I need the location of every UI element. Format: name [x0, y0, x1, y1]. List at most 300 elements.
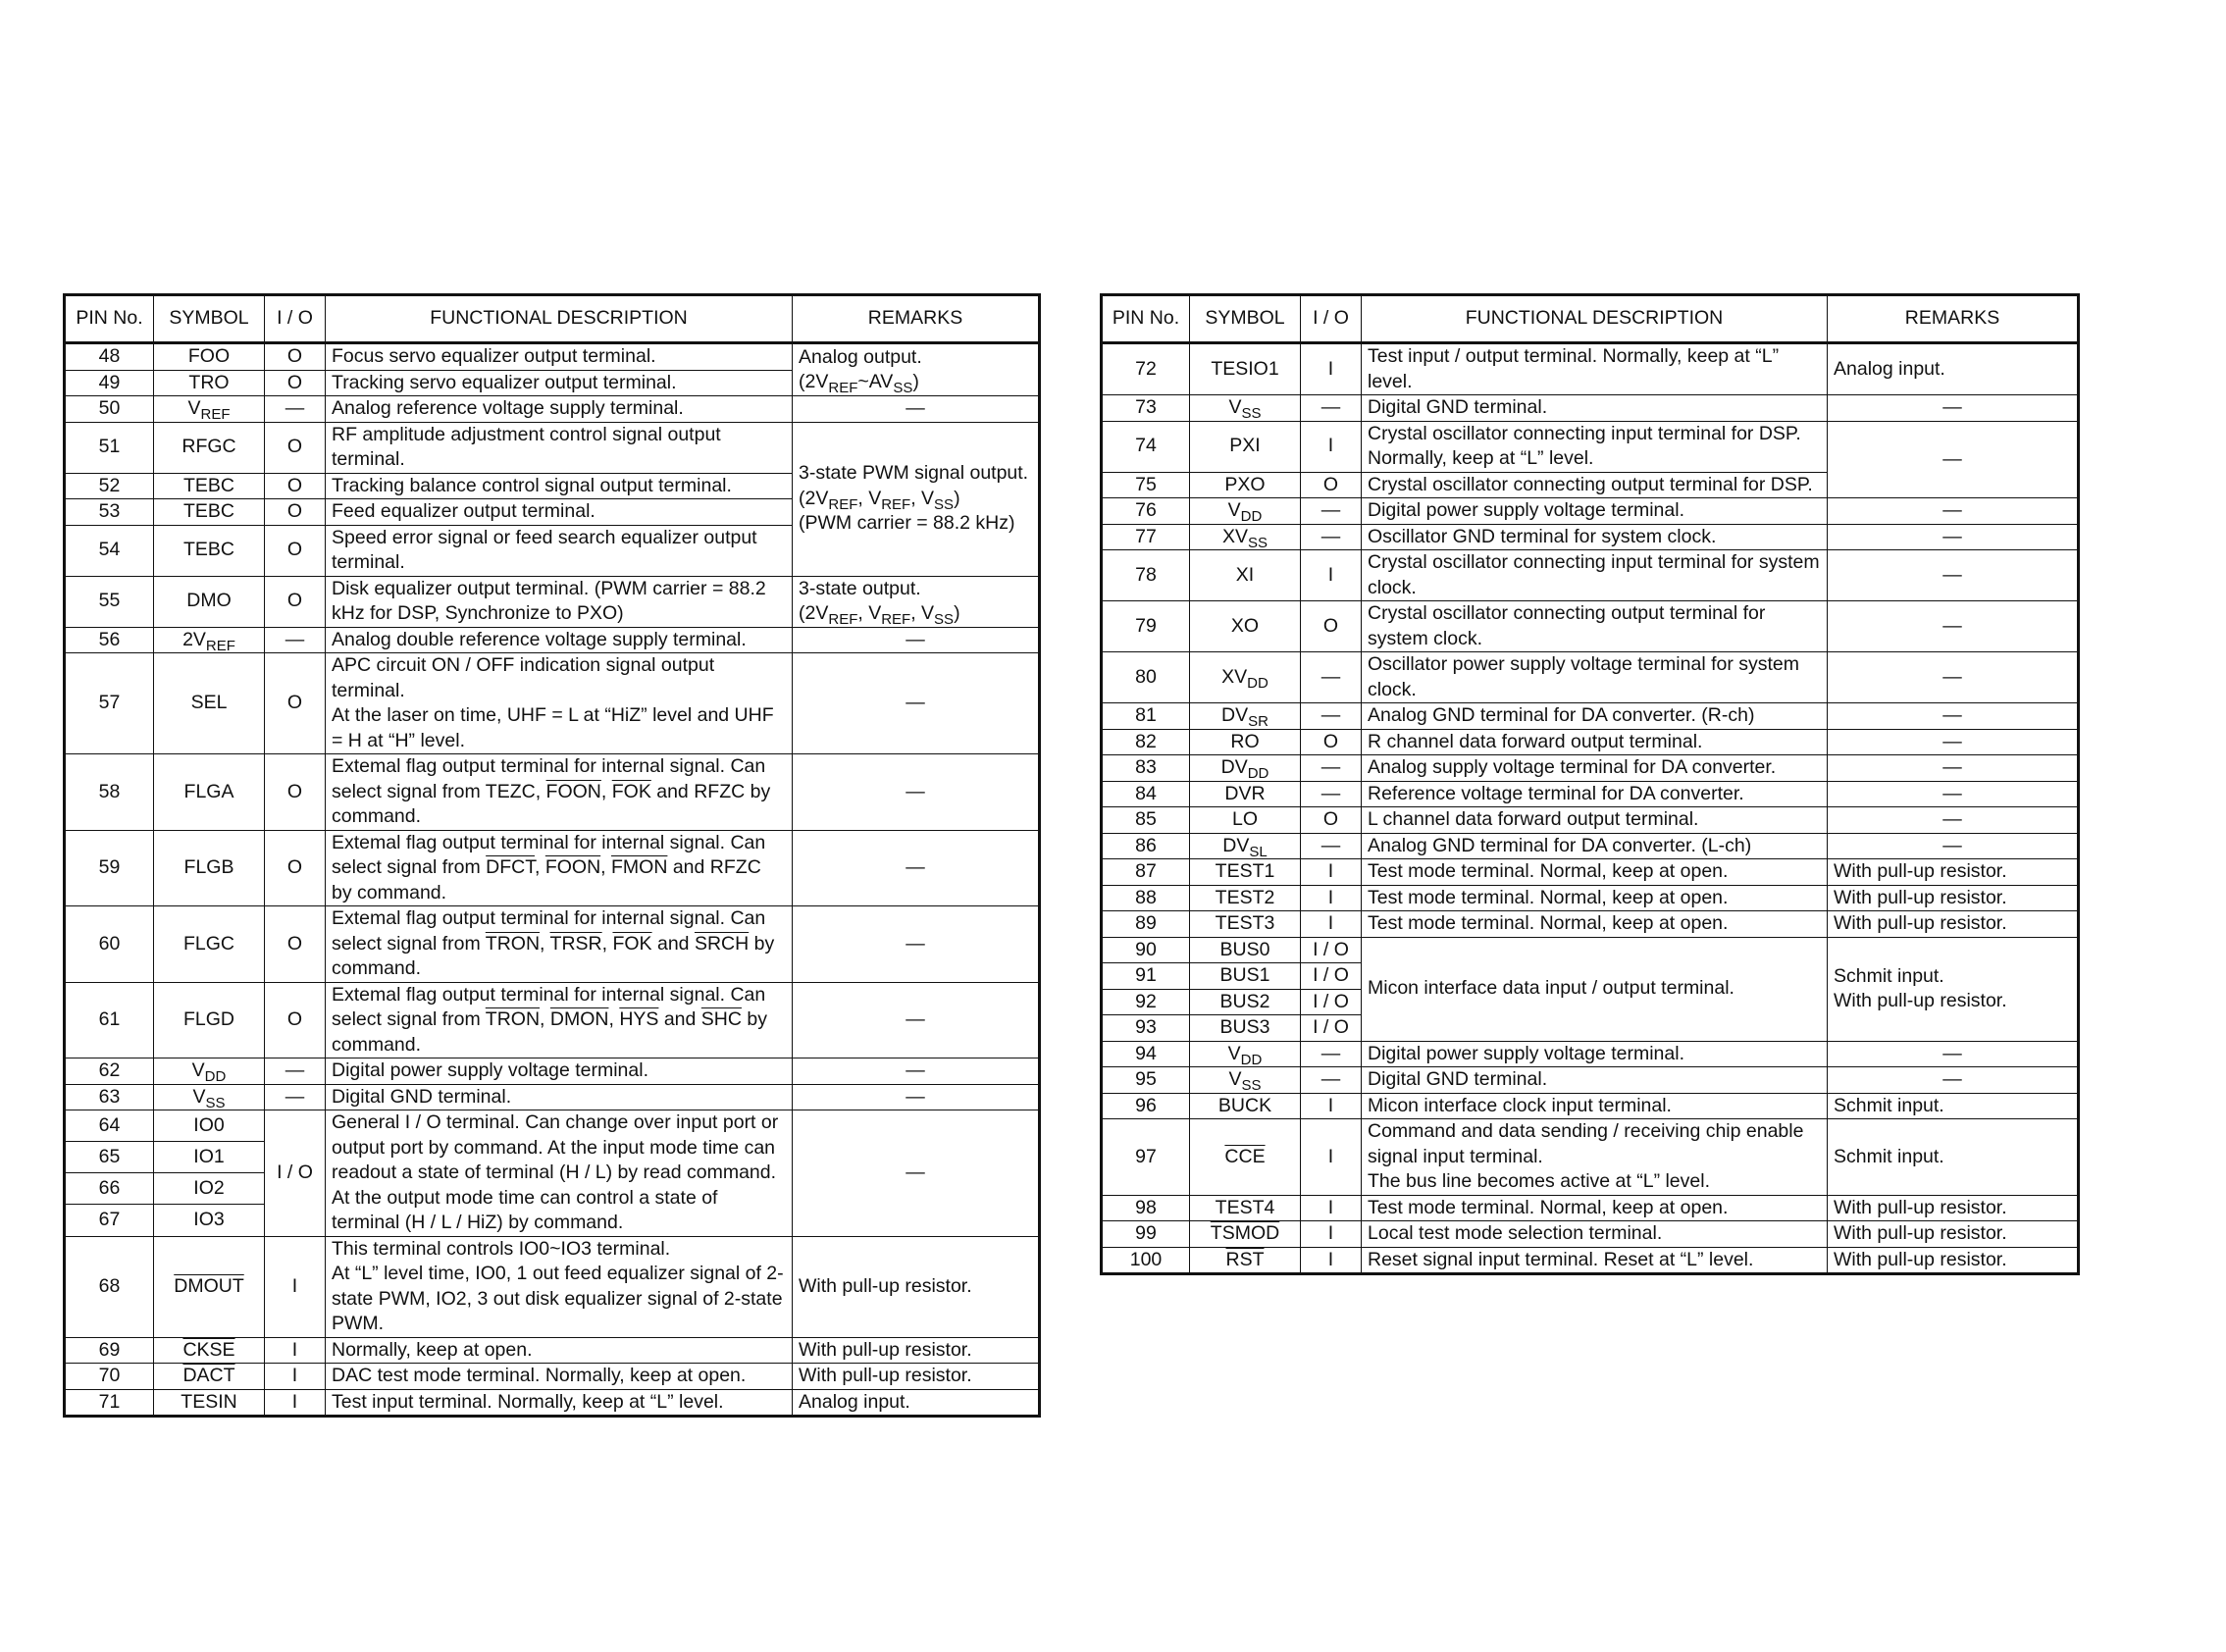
io-cell: I [265, 1389, 326, 1417]
description-cell: Feed equalizer output terminal. [326, 499, 793, 526]
table-row [65, 396, 1040, 423]
description-cell: Crystal oscillator connecting input terminal for system clock. [1362, 550, 1828, 601]
io-cell: I / O [1301, 989, 1362, 1015]
pin-number-cell: 53 [65, 499, 154, 526]
pin-number-cell: 77 [1102, 524, 1190, 550]
symbol-cell: DMOUT [154, 1236, 265, 1337]
io-cell: I [1301, 550, 1362, 601]
description-cell: Extemal flag output terminal for internal signal. Can select signal from TRON, TRSR, $\overline{FOK}$ and SRCH by command. [326, 906, 793, 983]
pin-number-cell: 70 [65, 1364, 154, 1390]
remarks-cell: 3-state PWM signal output. ($2V_{REF}$, $V_{REF}$, $V_{SS}$) (PWM carrier = 88.2 kHz) [793, 422, 1040, 576]
io-cell: O [1301, 807, 1362, 834]
remarks-cell: — [793, 754, 1040, 831]
remarks-cell: — [1828, 729, 2079, 755]
symbol-cell: DACT [154, 1364, 265, 1390]
io-cell: — [1301, 1041, 1362, 1067]
symbol-cell: XO [1190, 601, 1301, 652]
table-row [1102, 421, 2079, 472]
pin-number-cell: 61 [65, 982, 154, 1058]
io-cell: O [1301, 601, 1362, 652]
io-cell: O [265, 982, 326, 1058]
io-cell: I / O [1301, 937, 1362, 963]
description-cell: R channel data forward output terminal. [1362, 729, 1828, 755]
pin-number-cell: 52 [65, 473, 154, 499]
symbol-cell: PXI [1190, 421, 1301, 472]
pin-number-cell: 72 [1102, 343, 1190, 395]
header-remarks: REMARKS [793, 295, 1040, 343]
symbol-cell: $V_{DD}$ [1190, 1041, 1301, 1067]
pin-number-cell: 94 [1102, 1041, 1190, 1067]
table-row [65, 1389, 1040, 1417]
pin-number-cell: 57 [65, 653, 154, 754]
pin-number-cell: 95 [1102, 1067, 1190, 1094]
io-cell: I / O [265, 1110, 326, 1237]
symbol-cell: $V_{REF}$ [154, 396, 265, 423]
pin-number-cell: 93 [1102, 1015, 1190, 1042]
description-cell: Micon interface clock input terminal. [1362, 1093, 1828, 1119]
symbol-cell: BUS2 [1190, 989, 1301, 1015]
table-header [1102, 295, 2079, 343]
table-row [1102, 652, 2079, 703]
pin-number-cell: 100 [1102, 1247, 1190, 1274]
symbol-cell: TEBC [154, 499, 265, 526]
remarks-cell: Schmit input. [1828, 1093, 2079, 1119]
header-symbol: SYMBOL [1190, 295, 1301, 343]
description-cell: Digital GND terminal. [1362, 1067, 1828, 1094]
io-cell: O [265, 343, 326, 371]
header-functional-description: FUNCTIONAL DESCRIPTION [326, 295, 793, 343]
symbol-cell: BUS1 [1190, 963, 1301, 990]
pin-number-cell: 67 [65, 1205, 154, 1236]
symbol-cell: $DV_{DD}$ [1190, 755, 1301, 782]
symbol-cell: $V_{SS}$ [1190, 395, 1301, 422]
remarks-cell: — [793, 1058, 1040, 1085]
remarks-cell: — [793, 1084, 1040, 1110]
io-cell: O [265, 830, 326, 906]
description-cell: Disk equalizer output terminal. (PWM carrier = 88.2 kHz for DSP, Synchronize to PXO) [326, 576, 793, 627]
io-cell: — [265, 396, 326, 423]
table-row [65, 576, 1040, 627]
pin-number-cell: 56 [65, 627, 154, 653]
description-cell: RF amplitude adjustment control signal output terminal. [326, 422, 793, 473]
pin-number-cell: 74 [1102, 421, 1190, 472]
description-cell: General I / O terminal. Can change over input port or output port by command. At the input mode time can readout a state of terminal (H / L) by read command. At the output mode time can control a state of terminal (H / L / HiZ) by command. [326, 1110, 793, 1237]
symbol-cell: FLGB [154, 830, 265, 906]
header-io: I / O [265, 295, 326, 343]
pin-number-cell: 82 [1102, 729, 1190, 755]
description-cell: Digital GND terminal. [326, 1084, 793, 1110]
io-cell: O [265, 370, 326, 396]
io-cell: I [265, 1236, 326, 1337]
remarks-cell: — [1828, 601, 2079, 652]
io-cell: — [265, 1058, 326, 1085]
description-cell: Crystal oscillator connecting output terminal for system clock. [1362, 601, 1828, 652]
remarks-cell: With pull-up resistor. [1828, 1195, 2079, 1221]
io-cell: — [1301, 498, 1362, 525]
table-row [1102, 937, 2079, 963]
io-cell: O [265, 754, 326, 831]
pin-number-cell: 99 [1102, 1221, 1190, 1248]
symbol-cell: RO [1190, 729, 1301, 755]
symbol-cell: PXO [1190, 472, 1301, 498]
io-cell: — [1301, 755, 1362, 782]
description-cell: Test input terminal. Normally, keep at “L” level. [326, 1389, 793, 1417]
description-cell: Test input / output terminal. Normally, keep at “L” level. [1362, 343, 1828, 395]
header-remarks: REMARKS [1828, 295, 2079, 343]
table-row [65, 830, 1040, 906]
io-cell: I / O [1301, 1015, 1362, 1042]
pin-number-cell: 62 [65, 1058, 154, 1085]
io-cell: — [1301, 652, 1362, 703]
symbol-cell: $V_{SS}$ [154, 1084, 265, 1110]
pin-number-cell: 48 [65, 343, 154, 371]
table-row [1102, 1067, 2079, 1094]
description-cell: Extemal flag output terminal for internal signal. Can select signal from DFCT, FOON, FMON and RFZC by command. [326, 830, 793, 906]
symbol-cell: TESIO1 [1190, 343, 1301, 395]
symbol-cell: TSMOD [1190, 1221, 1301, 1248]
pin-number-cell: 86 [1102, 833, 1190, 859]
description-cell: Speed error signal or feed search equalizer output terminal. [326, 525, 793, 576]
table-row [65, 422, 1040, 473]
pin-number-cell: 63 [65, 1084, 154, 1110]
description-cell: Reset signal input terminal. Reset at “L” level. [1362, 1247, 1828, 1274]
symbol-cell: $V_{DD}$ [154, 1058, 265, 1085]
io-cell: — [1301, 833, 1362, 859]
pin-number-cell: 98 [1102, 1195, 1190, 1221]
io-cell: I [1301, 1119, 1362, 1196]
symbol-cell: IO1 [154, 1142, 265, 1173]
description-cell: Oscillator GND terminal for system clock. [1362, 524, 1828, 550]
description-cell: This terminal controls IO0~IO3 terminal. At “L” level time, IO0, 1 out feed equalizer signal of 2-state PWM, IO2, 3 out disk equalizer signal of 2-state PWM. [326, 1236, 793, 1337]
remarks-cell: — [793, 906, 1040, 983]
symbol-cell: BUS3 [1190, 1015, 1301, 1042]
symbol-cell: TEST1 [1190, 859, 1301, 886]
table-row [1102, 1093, 2079, 1119]
io-cell: I / O [1301, 963, 1362, 990]
table-row [1102, 1221, 2079, 1248]
remarks-cell: — [1828, 550, 2079, 601]
io-cell: O [265, 422, 326, 473]
description-cell: Test mode terminal. Normal, keep at open. [1362, 885, 1828, 911]
table-row [1102, 524, 2079, 550]
io-cell: O [265, 906, 326, 983]
io-cell: I [1301, 421, 1362, 472]
symbol-cell: IO0 [154, 1110, 265, 1142]
symbol-cell: $V_{SS}$ [1190, 1067, 1301, 1094]
io-cell: — [1301, 524, 1362, 550]
table-row [65, 1364, 1040, 1390]
symbol-cell: DVR [1190, 781, 1301, 807]
pin-number-cell: 66 [65, 1173, 154, 1205]
table-row [1102, 807, 2079, 834]
pin-number-cell: 83 [1102, 755, 1190, 782]
io-cell: — [265, 1084, 326, 1110]
io-cell: O [265, 473, 326, 499]
header-pin-no: PIN No. [1102, 295, 1190, 343]
symbol-cell: TEST3 [1190, 911, 1301, 938]
io-cell: O [265, 576, 326, 627]
pin-number-cell: 85 [1102, 807, 1190, 834]
symbol-cell: TEST4 [1190, 1195, 1301, 1221]
description-cell: Tracking balance control signal output terminal. [326, 473, 793, 499]
symbol-cell: IO2 [154, 1173, 265, 1205]
symbol-cell: FLGC [154, 906, 265, 983]
table-row [1102, 601, 2079, 652]
remarks-cell: Schmit input. With pull-up resistor. [1828, 937, 2079, 1041]
remarks-cell: — [1828, 524, 2079, 550]
symbol-cell: LO [1190, 807, 1301, 834]
remarks-cell: — [1828, 755, 2079, 782]
remarks-cell: With pull-up resistor. [1828, 885, 2079, 911]
table-row [65, 627, 1040, 653]
remarks-cell: — [1828, 421, 2079, 498]
io-cell: I [265, 1364, 326, 1390]
symbol-cell: TRO [154, 370, 265, 396]
pin-number-cell: 91 [1102, 963, 1190, 990]
symbol-cell: BUS0 [1190, 937, 1301, 963]
symbol-cell: $V_{DD}$ [1190, 498, 1301, 525]
description-cell: Analog GND terminal for DA converter. (L-ch) [1362, 833, 1828, 859]
symbol-cell: FLGA [154, 754, 265, 831]
remarks-cell: With pull-up resistor. [1828, 859, 2079, 886]
remarks-cell: With pull-up resistor. [793, 1236, 1040, 1337]
pin-number-cell: 54 [65, 525, 154, 576]
table-row [1102, 343, 2079, 395]
pin-number-cell: 59 [65, 830, 154, 906]
table-row [1102, 703, 2079, 730]
remarks-cell: With pull-up resistor. [793, 1337, 1040, 1364]
symbol-cell: $\overline{CCE}$ [1190, 1119, 1301, 1196]
table-row [1102, 395, 2079, 422]
pin-number-cell: 80 [1102, 652, 1190, 703]
pin-number-cell: 75 [1102, 472, 1190, 498]
header-symbol: SYMBOL [154, 295, 265, 343]
pin-number-cell: 89 [1102, 911, 1190, 938]
io-cell: — [1301, 1067, 1362, 1094]
pin-number-cell: 88 [1102, 885, 1190, 911]
symbol-cell: TEBC [154, 473, 265, 499]
pin-number-cell: 64 [65, 1110, 154, 1142]
remarks-cell: — [1828, 833, 2079, 859]
remarks-cell: — [1828, 1067, 2079, 1094]
remarks-cell: With pull-up resistor. [793, 1364, 1040, 1390]
io-cell: O [265, 653, 326, 754]
table-row [65, 653, 1040, 754]
table-row [1102, 1247, 2079, 1274]
io-cell: I [265, 1337, 326, 1364]
description-cell: Test mode terminal. Normal, keep at open. [1362, 911, 1828, 938]
io-cell: — [265, 627, 326, 653]
symbol-cell: IO3 [154, 1205, 265, 1236]
io-cell: — [1301, 781, 1362, 807]
table-row [1102, 1041, 2079, 1067]
remarks-cell: — [1828, 807, 2079, 834]
remarks-cell: — [793, 830, 1040, 906]
symbol-cell: DMO [154, 576, 265, 627]
table-row [1102, 755, 2079, 782]
io-cell: I [1301, 1093, 1362, 1119]
table-row [65, 1058, 1040, 1085]
table-row [1102, 859, 2079, 886]
io-cell: I [1301, 885, 1362, 911]
pin-number-cell: 49 [65, 370, 154, 396]
description-cell: Digital GND terminal. [1362, 395, 1828, 422]
remarks-cell: — [1828, 1041, 2079, 1067]
io-cell: O [265, 499, 326, 526]
remarks-cell: Schmit input. [1828, 1119, 2079, 1196]
remarks-cell: — [793, 1110, 1040, 1237]
pin-number-cell: 50 [65, 396, 154, 423]
description-cell: Extemal flag output terminal for internal signal. Can select signal from TRON, DMON, $\overline{HYS}$ and $\overline{SHC}$ by command. [326, 982, 793, 1058]
description-cell: Test mode terminal. Normal, keep at open. [1362, 1195, 1828, 1221]
table-row [1102, 1119, 2079, 1196]
description-cell: Digital power supply voltage terminal. [1362, 1041, 1828, 1067]
table-row [65, 1337, 1040, 1364]
pin-number-cell: 92 [1102, 989, 1190, 1015]
remarks-cell: With pull-up resistor. [1828, 1221, 2079, 1248]
table-row [1102, 498, 2079, 525]
table-row [1102, 781, 2079, 807]
symbol-cell: CKSE [154, 1337, 265, 1364]
description-cell: APC circuit ON / OFF indication signal output terminal. At the laser on time, UHF = L at “HiZ” level and UHF = H at “H” level. [326, 653, 793, 754]
io-cell: O [1301, 729, 1362, 755]
pin-number-cell: 97 [1102, 1119, 1190, 1196]
description-cell: Extemal flag output terminal for internal signal. Can select signal from TEZC, FOON, $\overline{FOK}$ and RFZC by command. [326, 754, 793, 831]
pin-number-cell: 84 [1102, 781, 1190, 807]
table-row [65, 343, 1040, 371]
symbol-cell: BUCK [1190, 1093, 1301, 1119]
io-cell: O [265, 525, 326, 576]
description-cell: Analog double reference voltage supply terminal. [326, 627, 793, 653]
symbol-cell: $XV_{SS}$ [1190, 524, 1301, 550]
pin-number-cell: 71 [65, 1389, 154, 1417]
description-cell: Micon interface data input / output terminal. [1362, 937, 1828, 1041]
description-cell: Oscillator power supply voltage terminal for system clock. [1362, 652, 1828, 703]
description-cell: Reference voltage terminal for DA converter. [1362, 781, 1828, 807]
pin-table-right [1100, 293, 2080, 1275]
io-cell: I [1301, 911, 1362, 938]
description-cell: Crystal oscillator connecting output terminal for DSP. [1362, 472, 1828, 498]
pin-number-cell: 51 [65, 422, 154, 473]
remarks-cell: — [1828, 703, 2079, 730]
table-row [1102, 1195, 2079, 1221]
symbol-cell: $2V_{REF}$ [154, 627, 265, 653]
pin-number-cell: 87 [1102, 859, 1190, 886]
remarks-cell: 3-state output. ($2V_{REF}$, $V_{REF}$, $V_{SS}$) [793, 576, 1040, 627]
table-row [65, 754, 1040, 831]
remarks-cell: — [793, 982, 1040, 1058]
symbol-cell: $DV_{SL}$ [1190, 833, 1301, 859]
table-row [65, 1084, 1040, 1110]
description-cell: L channel data forward output terminal. [1362, 807, 1828, 834]
table-row [1102, 729, 2079, 755]
symbol-cell: FOO [154, 343, 265, 371]
pin-number-cell: 79 [1102, 601, 1190, 652]
table-row [1102, 550, 2079, 601]
description-cell: Local test mode selection terminal. [1362, 1221, 1828, 1248]
pin-number-cell: 90 [1102, 937, 1190, 963]
io-cell: I [1301, 1221, 1362, 1248]
header-functional-description: FUNCTIONAL DESCRIPTION [1362, 295, 1828, 343]
description-cell: Test mode terminal. Normal, keep at open. [1362, 859, 1828, 886]
remarks-cell: Analog input. [793, 1389, 1040, 1417]
symbol-cell: XI [1190, 550, 1301, 601]
pin-number-cell: 96 [1102, 1093, 1190, 1119]
symbol-cell: RFGC [154, 422, 265, 473]
description-cell: Command and data sending / receiving chip enable signal input terminal. The bus line becomes active at “L” level. [1362, 1119, 1828, 1196]
io-cell: — [1301, 703, 1362, 730]
pin-number-cell: 65 [65, 1142, 154, 1173]
io-cell: I [1301, 343, 1362, 395]
remarks-cell: — [1828, 781, 2079, 807]
io-cell: O [1301, 472, 1362, 498]
description-cell: Digital power supply voltage terminal. [326, 1058, 793, 1085]
description-cell: Focus servo equalizer output terminal. [326, 343, 793, 371]
io-cell: I [1301, 1195, 1362, 1221]
symbol-cell: TEBC [154, 525, 265, 576]
remarks-cell: — [1828, 652, 2079, 703]
description-cell: Digital power supply voltage terminal. [1362, 498, 1828, 525]
table-row [1102, 885, 2079, 911]
table-row [65, 982, 1040, 1058]
remarks-cell: — [793, 627, 1040, 653]
description-cell: Analog GND terminal for DA converter. (R-ch) [1362, 703, 1828, 730]
table-body [65, 343, 1040, 1417]
symbol-cell: SEL [154, 653, 265, 754]
io-cell: I [1301, 859, 1362, 886]
pin-number-cell: 55 [65, 576, 154, 627]
symbol-cell: FLGD [154, 982, 265, 1058]
remarks-cell: — [1828, 395, 2079, 422]
description-cell: Crystal oscillator connecting input terminal for DSP. Normally, keep at “L” level. [1362, 421, 1828, 472]
remarks-cell: With pull-up resistor. [1828, 1247, 2079, 1274]
table-body [1102, 343, 2079, 1274]
remarks-cell: Analog output. $(2V_{REF}\sim AV_{SS})$ [793, 343, 1040, 396]
symbol-cell: $XV_{DD}$ [1190, 652, 1301, 703]
symbol-cell: TEST2 [1190, 885, 1301, 911]
symbol-cell: $DV_{SR}$ [1190, 703, 1301, 730]
description-cell: Tracking servo equalizer output terminal. [326, 370, 793, 396]
remarks-cell: With pull-up resistor. [1828, 911, 2079, 938]
remarks-cell: — [793, 653, 1040, 754]
table-header [65, 295, 1040, 343]
pin-number-cell: 81 [1102, 703, 1190, 730]
symbol-cell: $\overline{RST}$ [1190, 1247, 1301, 1274]
remarks-cell: Analog input. [1828, 343, 2079, 395]
remarks-cell: — [793, 396, 1040, 423]
pin-number-cell: 68 [65, 1236, 154, 1337]
pin-number-cell: 73 [1102, 395, 1190, 422]
table-row [65, 1110, 1040, 1142]
pin-number-cell: 69 [65, 1337, 154, 1364]
pin-number-cell: 58 [65, 754, 154, 831]
header-pin-no: PIN No. [65, 295, 154, 343]
description-cell: Normally, keep at open. [326, 1337, 793, 1364]
table-row [65, 1236, 1040, 1337]
remarks-cell: — [1828, 498, 2079, 525]
pin-number-cell: 78 [1102, 550, 1190, 601]
pin-number-cell: 60 [65, 906, 154, 983]
symbol-cell: TESIN [154, 1389, 265, 1417]
io-cell: — [1301, 395, 1362, 422]
header-io: I / O [1301, 295, 1362, 343]
description-cell: Analog supply voltage terminal for DA converter. [1362, 755, 1828, 782]
pin-table-left [63, 293, 1041, 1418]
table-row [65, 906, 1040, 983]
table-row [1102, 911, 2079, 938]
table-row [1102, 833, 2079, 859]
io-cell: I [1301, 1247, 1362, 1274]
